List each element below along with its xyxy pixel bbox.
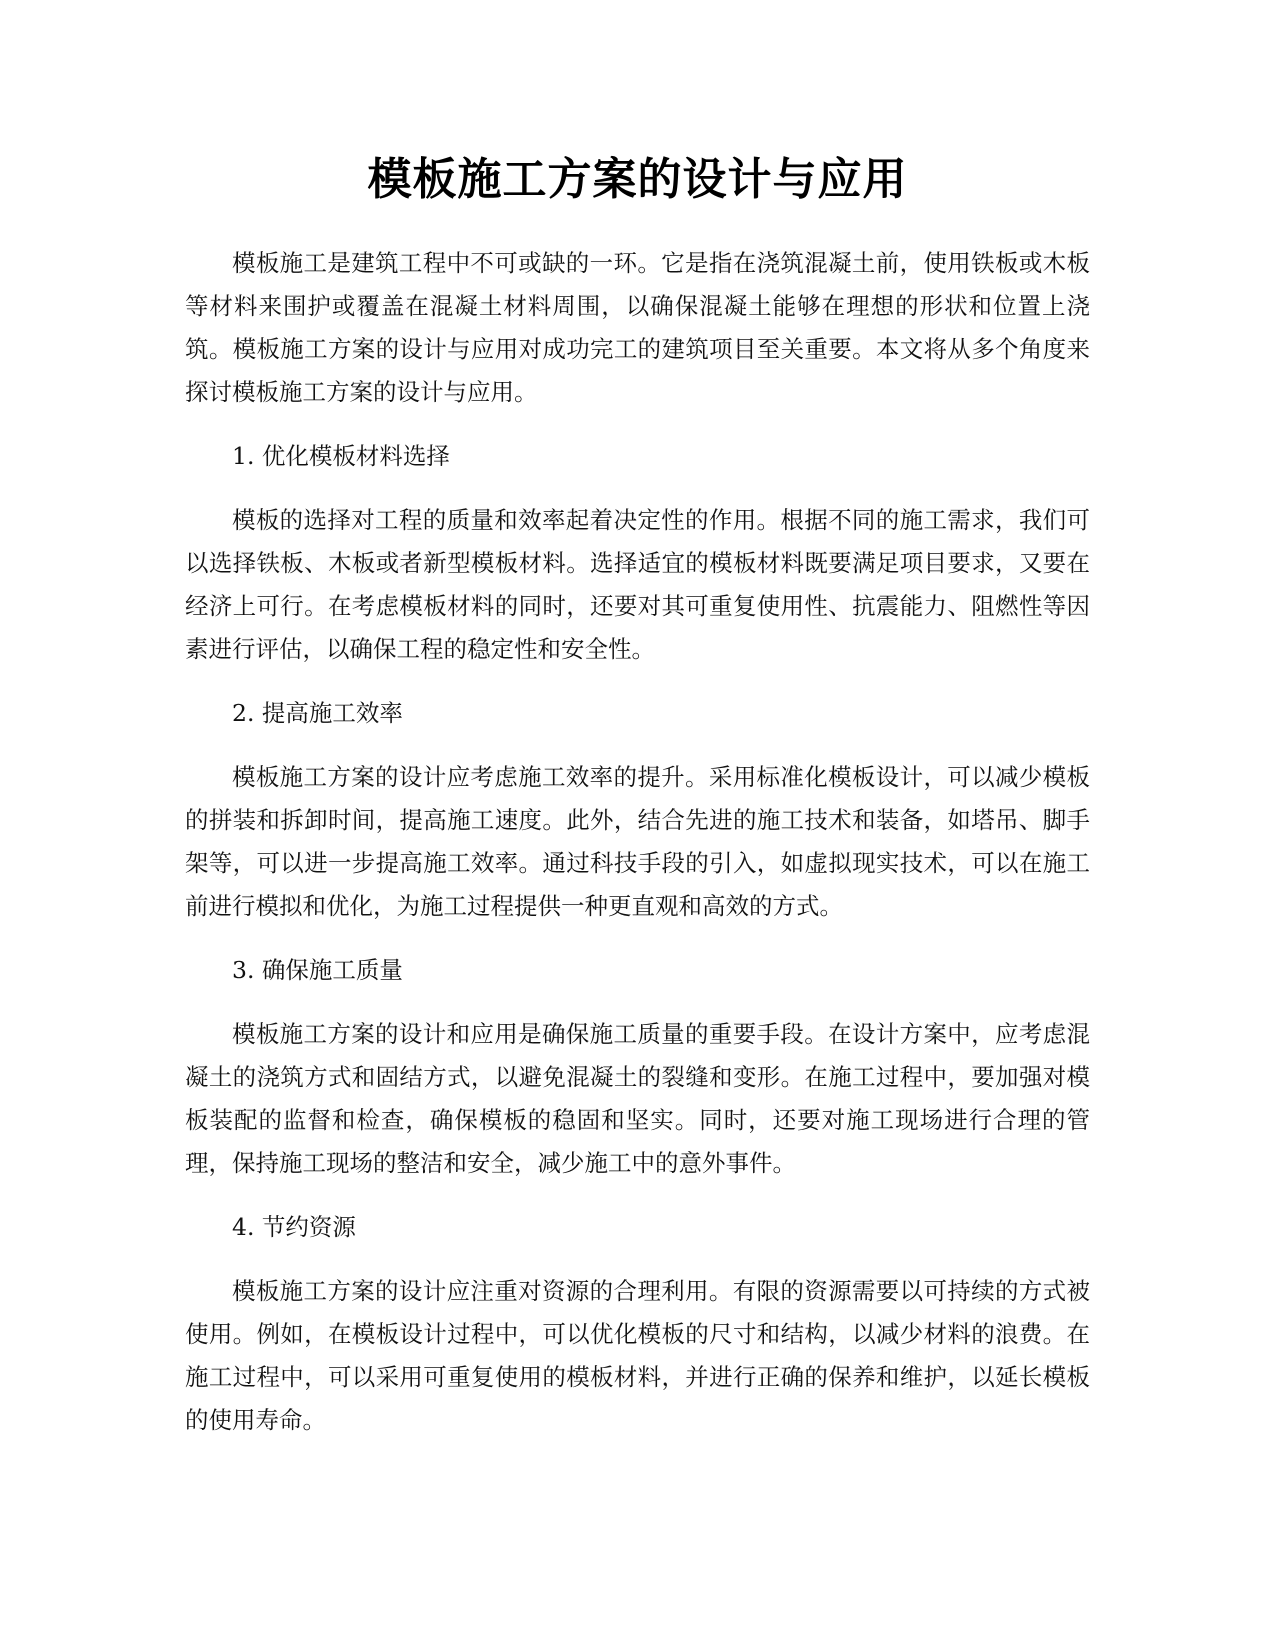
intro-paragraph: 模板施工是建筑工程中不可或缺的一环。它是指在浇筑混凝土前，使用铁板或木板等材料来围护或覆盖在混凝土材料周围，以确保混凝土能够在理想的形状和位置上浇筑。模板施工方案的设计与应用对成功完工的建筑项目至关重要。本文将从多个角度来探讨模板施工方案的设计与应用。	[185, 249, 1090, 406]
section-heading-1: 1. 优化模板材料选择	[232, 442, 450, 470]
section-heading-3: 3. 确保施工质量	[232, 956, 403, 984]
section-heading-2: 2. 提高施工效率	[232, 699, 403, 727]
document-body	[185, 242, 1090, 1442]
section-body-4: 模板施工方案的设计应注重对资源的合理利用。有限的资源需要以可持续的方式被使用。例如，在模板设计过程中，可以优化模板的尺寸和结构，以减少材料的浪费。在施工过程中，可以采用可重复使用的模板材料，并进行正确的保养和维护，以延长模板的使用寿命。	[185, 1277, 1090, 1434]
section-body-2: 模板施工方案的设计应考虑施工效率的提升。采用标准化模板设计，可以减少模板的拼装和拆卸时间，提高施工速度。此外，结合先进的施工技术和装备，如塔吊、脚手架等，可以进一步提高施工效率。通过科技手段的引入，如虚拟现实技术，可以在施工前进行模拟和优化，为施工过程提供一种更直观和高效的方式。	[185, 763, 1090, 920]
section-body-3: 模板施工方案的设计和应用是确保施工质量的重要手段。在设计方案中，应考虑混凝土的浇筑方式和固结方式，以避免混凝土的裂缝和变形。在施工过程中，要加强对模板装配的监督和检查，确保模板的稳固和坚实。同时，还要对施工现场进行合理的管理，保持施工现场的整洁和安全，减少施工中的意外事件。	[185, 1020, 1090, 1177]
section-body-1: 模板的选择对工程的质量和效率起着决定性的作用。根据不同的施工需求，我们可以选择铁板、木板或者新型模板材料。选择适宜的模板材料既要满足项目要求，又要在经济上可行。在考虑模板材料的同时，还要对其可重复使用性、抗震能力、阻燃性等因素进行评估，以确保工程的稳定性和安全性。	[185, 506, 1090, 663]
document-title: 模板施工方案的设计与应用	[367, 154, 908, 205]
section-heading-4: 4. 节约资源	[232, 1213, 356, 1241]
